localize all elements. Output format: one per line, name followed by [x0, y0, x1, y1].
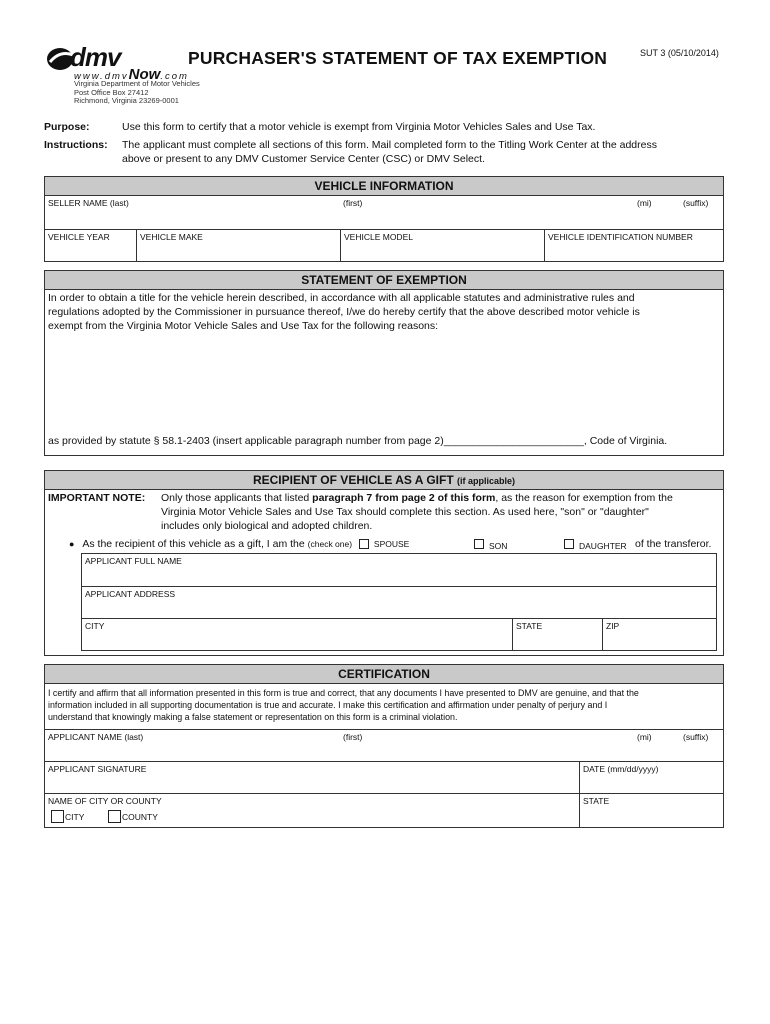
seller-name-row [45, 196, 723, 229]
cert-state-field[interactable]: STATE [579, 794, 723, 827]
seller-last-label: SELLER NAME (last) [48, 198, 129, 208]
vehicle-information-heading: VEHICLE INFORMATION [45, 177, 723, 196]
instructions-label: Instructions: [44, 139, 108, 151]
vehicle-year-field[interactable]: VEHICLE YEAR [48, 232, 110, 242]
certification-heading: CERTIFICATION [45, 665, 723, 684]
agency-address: Virginia Department of Motor Vehicles Post Office Box 27412 Richmond, Virginia 23269-0001 [74, 79, 200, 105]
vehicle-details-row [45, 229, 723, 261]
statute-reference[interactable]: as provided by statute § 58.1-2403 (insert applicable paragraph number from page 2)________________________, Code of Virginia. [48, 435, 668, 447]
applicant-fields [81, 553, 717, 651]
vehicle-make-field[interactable]: VEHICLE MAKE [136, 230, 341, 261]
gift-recipient-section [44, 470, 724, 656]
seller-first-label: (first) [343, 198, 363, 208]
gift-city-field[interactable]: CITY [85, 621, 105, 631]
important-note-text: Only those applicants that listed paragraph 7 from page 2 of this form, as the reason for exemption from the Virginia Motor Vehicle Sales and Use Tax should complete this section. As used here, "son" or "daughter" includes only biological and adopted children. [161, 492, 673, 532]
county-checkbox[interactable] [108, 810, 121, 823]
vin-field[interactable]: VEHICLE IDENTIFICATION NUMBER [544, 230, 723, 261]
vehicle-model-field[interactable]: VEHICLE MODEL [340, 230, 545, 261]
vehicle-information-section [44, 176, 724, 262]
seller-suffix-label: (suffix) [683, 198, 709, 208]
city-county-field[interactable]: NAME OF CITY OR COUNTY CITY COUNTY [48, 796, 162, 822]
instructions-text: The applicant must complete all sections of this form. Mail completed form to the Titling Work Center at the address above or present to any DMV Customer Service Center (CSC) or DMV Select. [122, 139, 657, 165]
applicant-address-field[interactable]: APPLICANT ADDRESS [82, 586, 716, 619]
dmv-logo [46, 42, 189, 84]
logo-url: www.dmvNow.com [74, 66, 189, 83]
signature-row [45, 761, 723, 794]
certification-section [44, 664, 724, 828]
city-county-row [45, 793, 723, 827]
daughter-checkbox[interactable] [564, 539, 574, 549]
page-title: PURCHASER'S STATEMENT OF TAX EXEMPTION [188, 48, 608, 68]
gift-state-field[interactable]: STATE [512, 619, 603, 650]
applicant-signature-field[interactable]: APPLICANT SIGNATURE [48, 764, 147, 774]
applicant-name-row[interactable]: APPLICANT NAME (last) (first) (mi) (suffix) [45, 729, 723, 762]
important-note-label: IMPORTANT NOTE: [48, 492, 146, 504]
applicant-full-name-field[interactable]: APPLICANT FULL NAME [85, 556, 182, 566]
date-field[interactable]: DATE (mm/dd/yyyy) [579, 762, 723, 794]
statement-of-exemption-heading: STATEMENT OF EXEMPTION [45, 271, 723, 290]
relationship-row: ● As the recipient of this vehicle as a gift, I am the (check one) SPOUSE SON DAUGHTER of the transferor. [69, 538, 712, 551]
spouse-checkbox[interactable] [359, 539, 369, 549]
son-checkbox[interactable] [474, 539, 484, 549]
form-code: SUT 3 (05/10/2014) [640, 48, 719, 58]
exemption-reasons-field[interactable] [48, 335, 720, 429]
applicant-location-row [82, 618, 716, 650]
gift-zip-field[interactable]: ZIP [602, 619, 716, 650]
seller-name-field[interactable] [47, 208, 721, 227]
statement-of-exemption-section [44, 270, 724, 456]
purpose-label: Purpose: [44, 121, 90, 133]
certification-text: I certify and affirm that all information presented in this form is true and correct, that any documents I have presented to DMV are genuine, and that the information included in all supporting documentation is true and accurate. I make this certification and affirmation under penalty of perjury and I understand that knowingly making a false statement or representation on this form is a criminal violation. [48, 688, 639, 722]
purpose-text: Use this form to certify that a motor vehicle is exempt from Virginia Motor Vehicles Sales and Use Tax. [122, 121, 596, 133]
city-checkbox[interactable] [51, 810, 64, 823]
logo-wordmark: dmv [70, 42, 121, 72]
gift-recipient-heading: RECIPIENT OF VEHICLE AS A GIFT (if applicable) [45, 471, 723, 490]
exemption-text: In order to obtain a title for the vehicle herein described, in accordance with all applicable statutes and administrative rules and regulations adopted by the Commissioner in pursuance thereof, I/we do hereby certify that the above described motor vehicle is exempt from the Virginia Motor Vehicle Sales and Use Tax for the following reasons: [48, 292, 640, 332]
seller-mi-label: (mi) [637, 198, 652, 208]
bullet-icon: ● [69, 539, 75, 549]
